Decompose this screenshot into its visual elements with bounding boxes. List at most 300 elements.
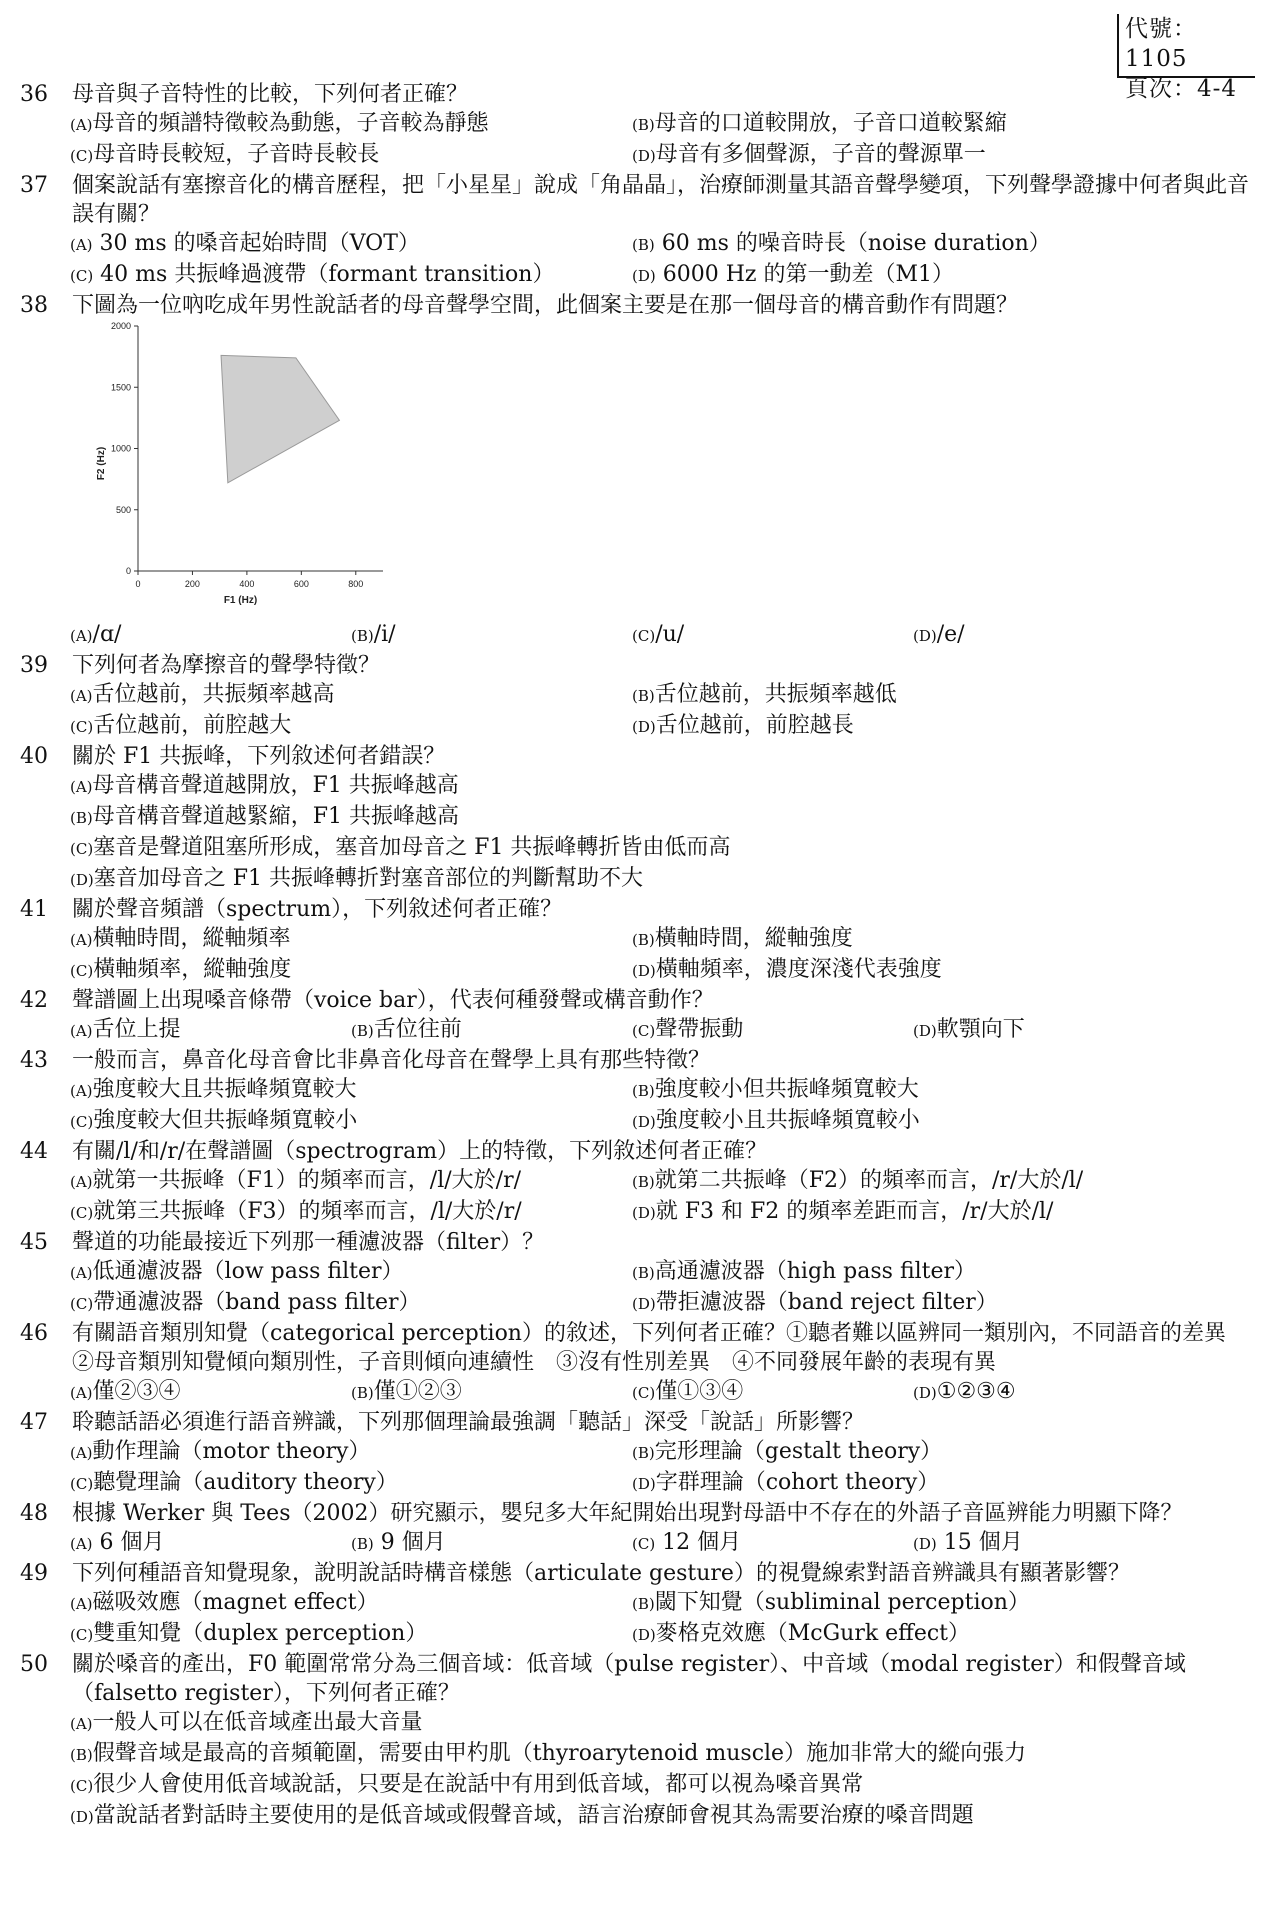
option-text: 就第二共振峰（F2）的頻率而言，/r/大於/l/: [654, 1168, 1084, 1193]
option-text: 母音構音聲道越開放，F1 共振峰越高: [92, 773, 459, 798]
option-row: [70, 1770, 1258, 1801]
option-mark: (D): [632, 1204, 656, 1222]
option-text: /ɑ/: [92, 622, 122, 647]
option-mark: (D): [632, 1626, 656, 1644]
question-stem: 個案說話有塞擦音化的構音歷程，把「小星星」說成「角晶晶」，治療師測量其語音聲學變項，下列聲學證據中何者與此音誤有關？: [72, 173, 1250, 227]
option-c: [70, 1106, 632, 1137]
option-mark: (A): [70, 1535, 93, 1553]
option-mark: (B): [632, 931, 655, 949]
question-stem-row: [18, 1559, 1258, 1588]
option-text: 強度較小但共振峰頻寬較大: [654, 1077, 919, 1102]
x-tick-label: 200: [184, 579, 200, 589]
option-c: [70, 1197, 632, 1228]
question-stem: 下列何種語音知覺現象，說明說話時構音樣態（articulate gesture）的視覺線索對語音辨識具有顯著影響？: [72, 1561, 1130, 1586]
option-mark: (D): [913, 1384, 937, 1402]
question-number: 38: [20, 293, 48, 318]
question-40: [18, 742, 1258, 895]
option-mark: (B): [632, 1264, 655, 1282]
option-mark: (A): [70, 1715, 93, 1733]
option-mark: (B): [632, 687, 655, 705]
option-b: [632, 1257, 1194, 1288]
question-38: [18, 291, 1258, 651]
option-text: 強度較大但共振峰頻寬較小: [93, 1108, 358, 1133]
x-tick-label: 0: [135, 579, 141, 589]
question-stem: 關於 F1 共振峰，下列敘述何者錯誤？: [72, 744, 446, 769]
option-text: 一般人可以在低音域產出最大音量: [92, 1710, 423, 1735]
option-d: [632, 1197, 1194, 1228]
option-mark: (D): [913, 1022, 937, 1040]
option-c: [632, 1528, 913, 1559]
option-mark: (B): [632, 116, 655, 134]
y-tick-label: 500: [115, 504, 131, 515]
option-row: [70, 924, 1258, 955]
option-c: [70, 260, 632, 291]
option-text: 橫軸時間，縱軸頻率: [92, 926, 291, 951]
option-text: 聽覺理論（auditory theory）: [93, 1470, 398, 1495]
question-stem-row: [18, 291, 1258, 320]
option-mark: (A): [70, 778, 93, 796]
option-row: [70, 1708, 1258, 1739]
question-stem-row: [18, 651, 1258, 680]
option-text: 假聲音域是最高的音頻範圍，需要由甲杓肌（thyroarytenoid muscle）施加非常大的縱向張力: [92, 1741, 1027, 1766]
option-mark: (A): [70, 1264, 93, 1282]
option-text: 舌位越前，共振頻率越低: [654, 682, 897, 707]
option-c: [70, 140, 632, 171]
x-tick-label: 600: [293, 579, 309, 589]
option-mark: (D): [632, 1113, 656, 1131]
question-number: 41: [20, 897, 48, 922]
option-text: /e/: [936, 622, 965, 647]
option-c: [70, 955, 632, 986]
options: [70, 1708, 1258, 1832]
question-stem-row: [18, 895, 1258, 924]
option-text: 磁吸效應（magnet effect）: [92, 1590, 379, 1615]
option-mark: (D): [70, 871, 94, 889]
question-stem: 關於聲音頻譜（spectrum），下列敘述何者正確？: [72, 897, 563, 922]
option-d: [632, 1106, 1194, 1137]
options: [70, 620, 1258, 651]
option-d: [913, 1528, 1194, 1559]
x-tick-label: 800: [348, 579, 364, 589]
option-mark: (B): [351, 1535, 374, 1553]
option-mark: (D): [632, 962, 656, 980]
option-text: 舌位越前，前腔越大: [93, 713, 292, 738]
option-mark: (C): [70, 718, 94, 736]
question-number: 36: [20, 82, 48, 107]
option-text: 就第三共振峰（F3）的頻率而言，/l/大於/r/: [93, 1199, 522, 1224]
option-text: 僅②③④: [92, 1379, 181, 1404]
option-row: [70, 109, 1258, 140]
option-mark: (A): [70, 1082, 93, 1100]
option-mark: (C): [70, 1777, 94, 1795]
y-tick-label: 1000: [110, 443, 131, 454]
option-d: [632, 955, 1194, 986]
option-row: [70, 833, 1258, 864]
option-a: [70, 1257, 632, 1288]
option-mark: (C): [632, 1535, 656, 1553]
option-mark: (A): [70, 627, 93, 645]
option-c: [70, 1468, 632, 1499]
option-a: [70, 1166, 632, 1197]
option-a: [70, 109, 632, 140]
option-mark: (A): [70, 687, 93, 705]
options: [70, 680, 1258, 742]
option-text: 橫軸頻率，縱軸強度: [93, 957, 292, 982]
option-text: 母音的頻譜特徵較為動態，子音較為靜態: [92, 111, 489, 136]
option-a: [70, 1015, 351, 1046]
option-text: 帶拒濾波器（band reject filter）: [655, 1290, 998, 1315]
option-text: 僅①②③: [373, 1379, 462, 1404]
option-text: 塞音加母音之 F1 共振峰轉折對塞音部位的判斷幫助不大: [93, 866, 643, 891]
option-mark: (C): [632, 627, 656, 645]
option-text: 字群理論（cohort theory）: [655, 1470, 940, 1495]
option-mark: (D): [913, 627, 937, 645]
y-tick-label: 0: [125, 566, 131, 576]
question-36: [18, 80, 1258, 171]
option-mark: (B): [351, 1384, 374, 1402]
option-row: [70, 620, 1258, 651]
option-d: [70, 1801, 1258, 1832]
option-b: [632, 1075, 1194, 1106]
question-number: 46: [20, 1321, 48, 1346]
question-list: [18, 80, 1258, 1832]
question-stem: 有關語音類別知覺（categorical perception）的敘述，下列何者正確？①聽者難以區辨同一類別內，不同語音的差異 ②母音類別知覺傾向類別性，子音則傾向連續性 ③沒有性別差異 ④不同發展年齡的表現有異: [72, 1321, 1248, 1375]
option-row: [70, 771, 1258, 802]
option-b: [70, 1739, 1258, 1770]
question-stem: 下圖為一位吶吃成年男性說話者的母音聲學空間，此個案主要是在那一個母音的構音動作有問題？: [72, 293, 1019, 318]
question-37: [18, 171, 1258, 291]
option-row: [70, 1739, 1258, 1770]
question-stem: 根據 Werker 與 Tees（2002）研究顯示，嬰兒多大年紀開始出現對母語中不存在的外語子音區辨能力明顯下降？: [72, 1501, 1183, 1526]
option-d: [913, 1015, 1194, 1046]
question-stem-row: [18, 1319, 1258, 1377]
options: [70, 229, 1258, 291]
option-c: [70, 1619, 632, 1650]
option-d: [913, 620, 1194, 651]
option-text: 15 個月: [936, 1530, 1023, 1555]
option-row: [70, 1437, 1258, 1468]
option-mark: (C): [632, 1022, 656, 1040]
option-d: [632, 1619, 1194, 1650]
option-c: [70, 711, 632, 742]
option-mark: (A): [70, 1173, 93, 1191]
option-text: 聲帶振動: [655, 1017, 744, 1042]
option-d: [632, 1288, 1194, 1319]
option-text: 軟顎向下: [936, 1017, 1025, 1042]
option-a: [70, 680, 632, 711]
option-mark: (B): [632, 236, 655, 254]
y-tick-label: 2000: [110, 321, 131, 331]
option-b: [351, 1528, 632, 1559]
question-stem-row: [18, 80, 1258, 109]
question-number: 48: [20, 1501, 48, 1526]
option-d: [632, 260, 1194, 291]
options: [70, 109, 1258, 171]
option-c: [70, 1288, 632, 1319]
option-b: [632, 109, 1194, 140]
option-mark: (C): [632, 1384, 656, 1402]
option-mark: (A): [70, 236, 93, 254]
option-c: [632, 1015, 913, 1046]
question-stem: 關於嗓音的產出，F0 範圍常常分為三個音域：低音域（pulse register）、中音域（modal register）和假聲音域（falsetto register），下列何者正確？: [72, 1652, 1186, 1706]
option-d: [632, 711, 1194, 742]
option-mark: (B): [351, 627, 374, 645]
option-row: [70, 1588, 1258, 1619]
option-text: 舌位往前: [373, 1017, 462, 1042]
question-stem-row: [18, 1499, 1258, 1528]
option-b: [632, 229, 1194, 260]
option-a: [70, 1528, 351, 1559]
option-row: [70, 864, 1258, 895]
option-b: [632, 1437, 1194, 1468]
options: [70, 1437, 1258, 1499]
exam-code: 代號：1105: [1125, 16, 1197, 72]
option-row: [70, 711, 1258, 742]
question-44: [18, 1137, 1258, 1228]
option-text: 母音構音聲道越緊縮，F1 共振峰越高: [92, 804, 459, 829]
question-number: 49: [20, 1561, 48, 1586]
question-number: 44: [20, 1139, 48, 1164]
options: [70, 1377, 1258, 1408]
question-50: [18, 1650, 1258, 1832]
option-row: [70, 1106, 1258, 1137]
question-stem-row: [18, 1650, 1258, 1708]
question-43: [18, 1046, 1258, 1137]
option-c: [632, 1377, 913, 1408]
vowel-space-chart-container: [70, 320, 1258, 620]
option-b: [351, 1377, 632, 1408]
question-45: [18, 1228, 1258, 1319]
option-text: ①②③④: [936, 1379, 1016, 1404]
option-text: 塞音是聲道阻塞所形成，塞音加母音之 F1 共振峰轉折皆由低而高: [93, 835, 731, 860]
options: [70, 1528, 1258, 1559]
option-mark: (A): [70, 931, 93, 949]
options: [70, 771, 1258, 895]
question-48: [18, 1499, 1258, 1559]
option-a: [70, 924, 632, 955]
option-text: 強度較大且共振峰頻寬較大: [92, 1077, 357, 1102]
option-text: 帶通濾波器（band pass filter）: [93, 1290, 421, 1315]
question-stem: 下列何者為摩擦音的聲學特徵？: [72, 653, 381, 678]
option-text: 母音時長較短，子音時長較長: [93, 142, 380, 167]
option-row: [70, 1619, 1258, 1650]
option-b: [632, 680, 1194, 711]
option-text: 低通濾波器（low pass filter）: [92, 1259, 404, 1284]
question-39: [18, 651, 1258, 742]
question-stem-row: [18, 1046, 1258, 1075]
option-d: [913, 1377, 1194, 1408]
question-stem-row: [18, 1137, 1258, 1166]
option-row: [70, 1257, 1258, 1288]
option-text: 高通濾波器（high pass filter）: [654, 1259, 977, 1284]
option-mark: (D): [632, 267, 656, 285]
question-stem: 一般而言，鼻音化母音會比非鼻音化母音在聲學上具有那些特徵？: [72, 1048, 711, 1073]
option-b: [351, 1015, 632, 1046]
option-mark: (B): [70, 809, 93, 827]
option-mark: (D): [70, 1808, 94, 1826]
page-number: 頁次：4-4: [1125, 76, 1238, 102]
option-a: [70, 1377, 351, 1408]
option-mark: (B): [632, 1595, 655, 1613]
options: [70, 1166, 1258, 1228]
question-number: 40: [20, 744, 48, 769]
question-stem: 母音與子音特性的比較，下列何者正確？: [72, 82, 469, 107]
option-mark: (C): [70, 147, 94, 165]
option-b: [632, 1588, 1194, 1619]
question-49: [18, 1559, 1258, 1650]
option-text: 就第一共振峰（F1）的頻率而言，/l/大於/r/: [92, 1168, 522, 1193]
question-stem: 有關/l/和/r/在聲譜圖（spectrogram）上的特徵，下列敘述何者正確？: [72, 1139, 768, 1164]
options: [70, 1075, 1258, 1137]
option-a: [70, 771, 1258, 802]
option-mark: (A): [70, 1384, 93, 1402]
option-mark: (B): [632, 1173, 655, 1191]
option-row: [70, 1801, 1258, 1832]
option-text: 橫軸頻率，濃度深淺代表強度: [655, 957, 942, 982]
option-row: [70, 1288, 1258, 1319]
option-mark: (A): [70, 116, 93, 134]
option-text: 12 個月: [655, 1530, 742, 1555]
options: [70, 1015, 1258, 1046]
option-mark: (C): [70, 1475, 94, 1493]
option-mark: (C): [70, 1295, 94, 1313]
option-row: [70, 680, 1258, 711]
option-text: 30 ms 的嗓音起始時間（VOT）: [92, 231, 420, 256]
option-mark: (D): [632, 147, 656, 165]
options: [70, 1257, 1258, 1319]
question-stem-row: [18, 171, 1258, 229]
option-c: [70, 833, 1258, 864]
option-text: 舌位越前，共振頻率越高: [92, 682, 335, 707]
option-a: [70, 1708, 1258, 1739]
question-number: 45: [20, 1230, 48, 1255]
question-47: [18, 1408, 1258, 1499]
option-row: [70, 1377, 1258, 1408]
option-row: [70, 802, 1258, 833]
question-stem-row: [18, 986, 1258, 1015]
option-c: [70, 1770, 1258, 1801]
x-tick-label: 400: [239, 579, 255, 589]
option-mark: (A): [70, 1444, 93, 1462]
question-number: 39: [20, 653, 48, 678]
question-number: 50: [20, 1652, 48, 1677]
option-text: 舌位越前，前腔越長: [655, 713, 854, 738]
option-row: [70, 1468, 1258, 1499]
option-row: [70, 1528, 1258, 1559]
y-axis-label: F2 (Hz): [96, 446, 107, 481]
option-a: [70, 1075, 632, 1106]
option-text: 6000 Hz 的第一動差（M1）: [655, 262, 955, 287]
question-stem: 聆聽話語必須進行語音辨識，下列那個理論最強調「聽話」深受「說話」所影響？: [72, 1410, 865, 1435]
option-text: /i/: [373, 622, 396, 647]
question-41: [18, 895, 1258, 986]
option-mark: (C): [70, 1626, 94, 1644]
option-text: /u/: [655, 622, 685, 647]
option-text: 僅①③④: [655, 1379, 744, 1404]
option-text: 母音有多個聲源，子音的聲源單一: [655, 142, 986, 167]
exam-code-box: [1117, 14, 1255, 102]
option-row: [70, 229, 1258, 260]
option-d: [70, 864, 1258, 895]
option-row: [70, 955, 1258, 986]
question-stem-row: [18, 742, 1258, 771]
question-number: 47: [20, 1410, 48, 1435]
option-c: [632, 620, 913, 651]
option-mark: (A): [70, 1022, 93, 1040]
option-row: [70, 1166, 1258, 1197]
option-d: [632, 140, 1194, 171]
vowel-space-polygon: [221, 355, 339, 482]
option-b: [632, 924, 1194, 955]
option-b: [70, 802, 1258, 833]
option-row: [70, 140, 1258, 171]
question-number: 37: [20, 173, 48, 198]
option-text: 麥格克效應（McGurk effect）: [655, 1621, 970, 1646]
option-text: 完形理論（gestalt theory）: [654, 1439, 943, 1464]
option-a: [70, 1588, 632, 1619]
y-tick-label: 1500: [110, 382, 131, 393]
option-a: [70, 1437, 632, 1468]
option-row: [70, 1197, 1258, 1228]
option-text: 雙重知覺（duplex perception）: [93, 1621, 428, 1646]
options: [70, 924, 1258, 986]
x-axis-label: F1 (Hz): [223, 595, 258, 606]
option-text: 舌位上提: [92, 1017, 181, 1042]
question-number: 42: [20, 988, 48, 1013]
option-mark: (B): [351, 1022, 374, 1040]
question-stem: 聲道的功能最接近下列那一種濾波器（filter）？: [72, 1230, 545, 1255]
option-text: 橫軸時間，縱軸強度: [654, 926, 853, 951]
option-b: [351, 620, 632, 651]
option-mark: (B): [70, 1746, 93, 1764]
option-mark: (D): [632, 718, 656, 736]
question-42: [18, 986, 1258, 1046]
option-row: [70, 1075, 1258, 1106]
option-mark: (C): [70, 267, 94, 285]
question-stem: 聲譜圖上出現嗓音條帶（voice bar），代表何種發聲或構音動作？: [72, 988, 714, 1013]
option-text: 40 ms 共振峰過渡帶（formant transition）: [93, 262, 555, 287]
option-text: 閾下知覺（subliminal perception）: [654, 1590, 1030, 1615]
options: [70, 1588, 1258, 1650]
option-text: 6 個月: [92, 1530, 165, 1555]
option-mark: (D): [913, 1535, 937, 1553]
option-a: [70, 229, 632, 260]
option-text: 母音的口道較開放，子音口道較緊縮: [654, 111, 1007, 136]
option-mark: (C): [70, 840, 94, 858]
option-mark: (B): [632, 1444, 655, 1462]
question-number: 43: [20, 1048, 48, 1073]
option-row: [70, 1015, 1258, 1046]
option-mark: (C): [70, 1204, 94, 1222]
option-mark: (D): [632, 1295, 656, 1313]
question-46: [18, 1319, 1258, 1408]
option-mark: (C): [70, 962, 94, 980]
option-a: [70, 620, 351, 651]
question-stem-row: [18, 1228, 1258, 1257]
vowel-space-chart: [90, 320, 390, 620]
option-mark: (B): [632, 1082, 655, 1100]
option-b: [632, 1166, 1194, 1197]
option-mark: (D): [632, 1475, 656, 1493]
option-text: 強度較小且共振峰頻寬較小: [655, 1108, 920, 1133]
option-text: 動作理論（motor theory）: [92, 1439, 371, 1464]
option-d: [632, 1468, 1194, 1499]
option-text: 9 個月: [373, 1530, 446, 1555]
option-mark: (A): [70, 1595, 93, 1613]
option-text: 當說話者對話時主要使用的是低音域或假聲音域，語言治療師會視其為需要治療的嗓音問題: [93, 1803, 974, 1828]
question-stem-row: [18, 1408, 1258, 1437]
option-mark: (C): [70, 1113, 94, 1131]
